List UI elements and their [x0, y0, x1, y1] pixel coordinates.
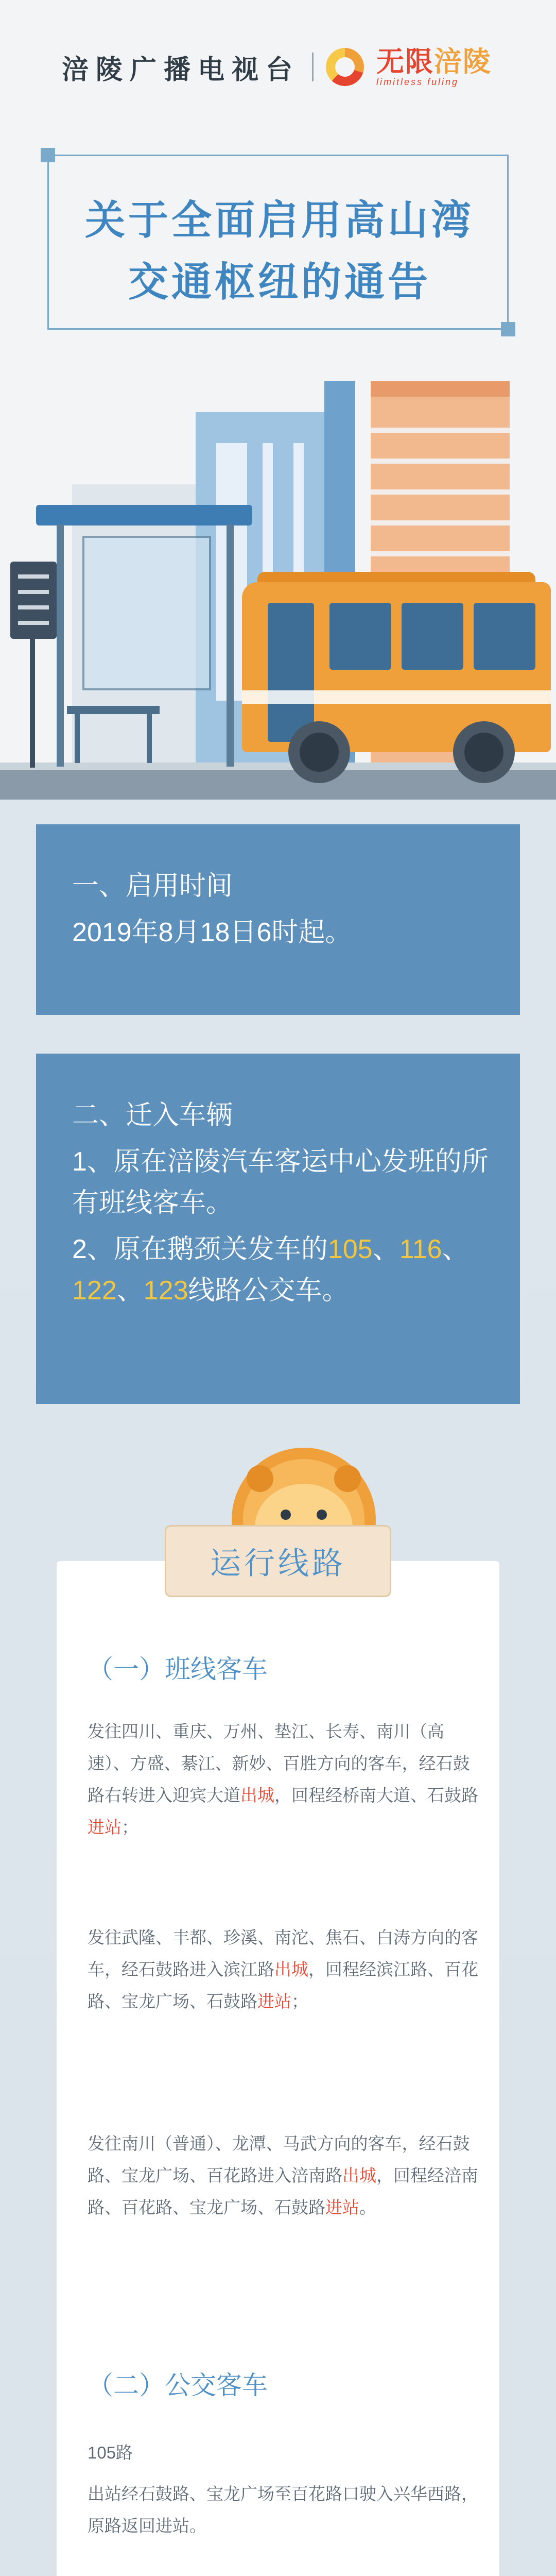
swirl-logo-icon: [326, 48, 364, 86]
separator: 、: [442, 1234, 469, 1264]
route-3-enter: 进站: [325, 2198, 359, 2217]
sign-pole: [30, 639, 35, 768]
bus-wheel-front: [288, 721, 350, 783]
vehicles-panel: [36, 1054, 520, 1404]
bus-wheel-rear: [453, 721, 515, 783]
shelter-post-right: [227, 524, 234, 767]
bus-door: [268, 603, 314, 742]
vehicles-item2-pre: 2、原在鹅颈关发车的: [72, 1234, 328, 1264]
bench-leg-left: [75, 714, 80, 763]
start-time-heading: 一、启用时间: [72, 871, 233, 901]
bus-stripe: [242, 690, 551, 704]
vehicles-item2-post: 线路公交车。: [188, 1276, 349, 1306]
limitless-fuling-logo: [376, 47, 492, 88]
title-frame: [47, 155, 509, 330]
routes-badge-label: 运行线路: [210, 1546, 346, 1582]
start-time-panel: [36, 824, 520, 1015]
separator: 、: [116, 1276, 144, 1306]
route-1-return: ，回程经桥南大道、石鼓路: [274, 1786, 478, 1805]
bus-window: [329, 603, 391, 670]
logo-wordmark: [376, 47, 492, 77]
bus-105-body: 出站经石鼓路、宝龙广场至百花路口驶入兴华西路，原路返回进站。: [88, 2484, 478, 2535]
title-area: [0, 134, 556, 350]
bus-window: [402, 603, 463, 670]
bench-leg-right: [147, 714, 152, 763]
coach-routes-heading: （一）班线客车: [88, 1655, 268, 1684]
page-title-line1: 关于全面启用高山湾: [84, 197, 474, 244]
route-2-text: 发往武隆、丰都、珍溪、南沱、焦石、白涛方向的客车，经石鼓路进入滨江路: [88, 1928, 478, 1979]
brand-header: [0, 0, 556, 134]
route-3-end: 。: [359, 2198, 376, 2217]
route-123: 123: [143, 1276, 188, 1306]
route-3-return: ，回程经涪南路、百花路、宝龙广场、石鼓路: [88, 2166, 478, 2217]
logo-wordmark-a: 无限: [376, 45, 435, 78]
logo-subtitle: limitless fuling: [376, 76, 459, 87]
route-paragraph-1: [88, 1716, 479, 1843]
vehicles-item1: 1、原在涪陵汽车客运中心发班的所有班线客车。: [72, 1147, 489, 1218]
start-time-body: 2019年8月18日6时起。: [72, 918, 352, 947]
route-1-exit: 出城: [240, 1786, 274, 1805]
route-paragraph-2: [88, 1922, 479, 2018]
route-2-end: ；: [291, 1992, 308, 2011]
route-paragraph-3: [88, 2128, 479, 2224]
brand-divider: [312, 53, 314, 81]
brand-name: 涪陵广播电视台: [62, 54, 300, 86]
logo-wordmark-b: 涪陵: [434, 45, 492, 78]
route-2-enter: 进站: [257, 1992, 291, 2011]
bus-stop-sign-icon: [10, 562, 57, 639]
route-3-exit: 出城: [342, 2166, 376, 2185]
bus-routes-heading: （二）公交客车: [88, 2371, 268, 2400]
bus-station-illustration: [0, 350, 556, 824]
bus-window: [474, 603, 535, 670]
route-1-end: ；: [121, 1818, 138, 1837]
shelter-post-left: [57, 524, 64, 767]
vehicles-heading: 二、迁入车辆: [72, 1100, 233, 1130]
route-2-return: ，回程经滨江路、百花路、宝龙广场、石鼓路: [88, 1960, 478, 2011]
page-title-line2: 交通枢纽的通告: [128, 259, 431, 306]
route-3-text: 发往南川（普通）、龙潭、马武方向的客车，经石鼓路、宝龙广场、百花路进入涪南路: [88, 2134, 470, 2185]
bus-105-title: 105路: [88, 2443, 133, 2462]
route-105: 105: [327, 1234, 373, 1264]
routes-card: [57, 1561, 499, 2576]
shelter-glass: [82, 536, 211, 690]
road-edge: [0, 800, 556, 824]
route-122: 122: [72, 1276, 117, 1306]
bench: [67, 706, 160, 714]
route-1-text: 发往四川、重庆、万州、垫江、长寿、南川（高速）、方盛、綦江、新妙、百胜方向的客车，经石鼓路右转进入迎宾大道: [88, 1722, 470, 1805]
route-2-exit: 出城: [274, 1960, 308, 1979]
route-116: 116: [399, 1234, 442, 1264]
vehicles-item2: [72, 1229, 494, 1311]
route-1-enter: 进站: [88, 1818, 121, 1837]
separator: 、: [372, 1234, 399, 1264]
routes-badge: [165, 1525, 391, 1597]
brand-logo-group: [62, 44, 492, 90]
bus-shelter-roof: [36, 505, 252, 526]
